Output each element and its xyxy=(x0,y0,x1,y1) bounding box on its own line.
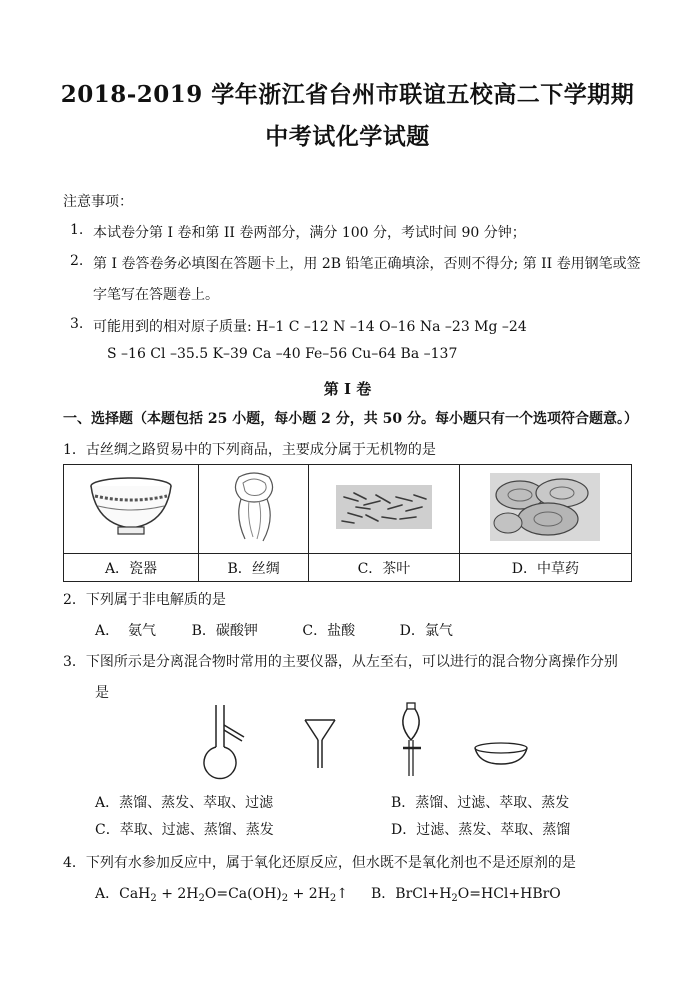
q1-option-d: D．中草药 xyxy=(459,554,631,582)
q3-option-a: A．蒸馏、蒸发、萃取、过滤 xyxy=(95,795,274,811)
herbal-medicine-icon xyxy=(490,473,600,541)
distillation-flask-icon xyxy=(200,703,250,783)
funnel-icon xyxy=(303,716,337,772)
q4-option-a: A．$CaH_2 + 2H_2O=Ca(OH)_2$ + $2H_2↑$ xyxy=(95,886,349,904)
tea-leaves-icon xyxy=(336,485,432,529)
q1-option-b: B．丝绸 xyxy=(199,554,309,582)
q1-image-cell-c xyxy=(309,465,460,554)
section-title: 第 I 卷 xyxy=(323,380,372,398)
note-2-line2: 字笔写在答题卷上。 xyxy=(93,287,219,303)
q2-stem: 2．下列属于非电解质的是 xyxy=(63,592,226,608)
note-1: 本试卷分第 I 卷和第 II 卷两部分，满分 100 分，考试时间 90 分钟； xyxy=(93,225,526,241)
q3-stem-line2: 是 xyxy=(95,685,109,701)
q3-option-c: C．萃取、过滤、蒸馏、蒸发 xyxy=(95,822,274,838)
note-3-line2: S –16 Cl –35.5 K–39 Ca –40 Fe–56 Cu–64 Ba –137 xyxy=(107,346,458,362)
section-instructions: 一、选择题（本题包括 25 小题，每小题 2 分，共 50 分。每小题只有一个选项符合题意。） xyxy=(63,411,638,427)
silk-icon xyxy=(219,469,289,545)
page-title: 2018-2019 学年浙江省台州市联谊五校高二下学期期 xyxy=(60,81,635,108)
porcelain-bowl-icon xyxy=(88,474,174,540)
q4-option-b: B．$BrCl+H_2O=HCl+HBrO$ xyxy=(371,886,561,904)
q2-options: A． 氨气 B．碳酸钾 C．盐酸 D．氯气 xyxy=(95,623,453,639)
q1-image-cell-d xyxy=(459,465,631,554)
q1-image-cell-b xyxy=(199,465,309,554)
page-title-line2: 中考试化学试题 xyxy=(265,123,430,150)
separatory-funnel-icon xyxy=(395,702,429,780)
evaporating-dish-icon xyxy=(473,742,529,768)
note-2-number: 2. xyxy=(70,253,84,269)
notes-heading: 注意事项： xyxy=(63,194,133,210)
note-3-line1: 可能用到的相对原子质量: H–1 C –12 N –14 O–16 Na –23 Mg –24 xyxy=(93,319,527,335)
q1-image-cell-a xyxy=(64,465,199,554)
q1-stem: 1．古丝绸之路贸易中的下列商品，主要成分属于无机物的是 xyxy=(63,442,436,458)
note-1-number: 1. xyxy=(70,222,84,238)
q1-option-a: A．瓷器 xyxy=(64,554,199,582)
q4-stem: 4．下列有水参加反应中，属于氧化还原反应，但水既不是氧化剂也不是还原剂的是 xyxy=(63,855,576,871)
note-3-number: 3. xyxy=(70,316,84,332)
q3-stem-line1: 3．下图所示是分离混合物时常用的主要仪器，从左至右，可以进行的混合物分离操作分别 xyxy=(63,654,618,670)
q1-option-c: C．茶叶 xyxy=(309,554,460,582)
q1-options-table xyxy=(63,464,632,582)
q3-option-b: B．蒸馏、过滤、萃取、蒸发 xyxy=(391,795,570,811)
q3-option-d: D．过滤、蒸发、萃取、蒸馏 xyxy=(391,822,571,838)
note-2-line1: 第 I 卷答卷务必填图在答题卡上，用 2B 铅笔正确填涂，否则不得分; 第 II 卷用钢笔或签 xyxy=(93,256,641,272)
